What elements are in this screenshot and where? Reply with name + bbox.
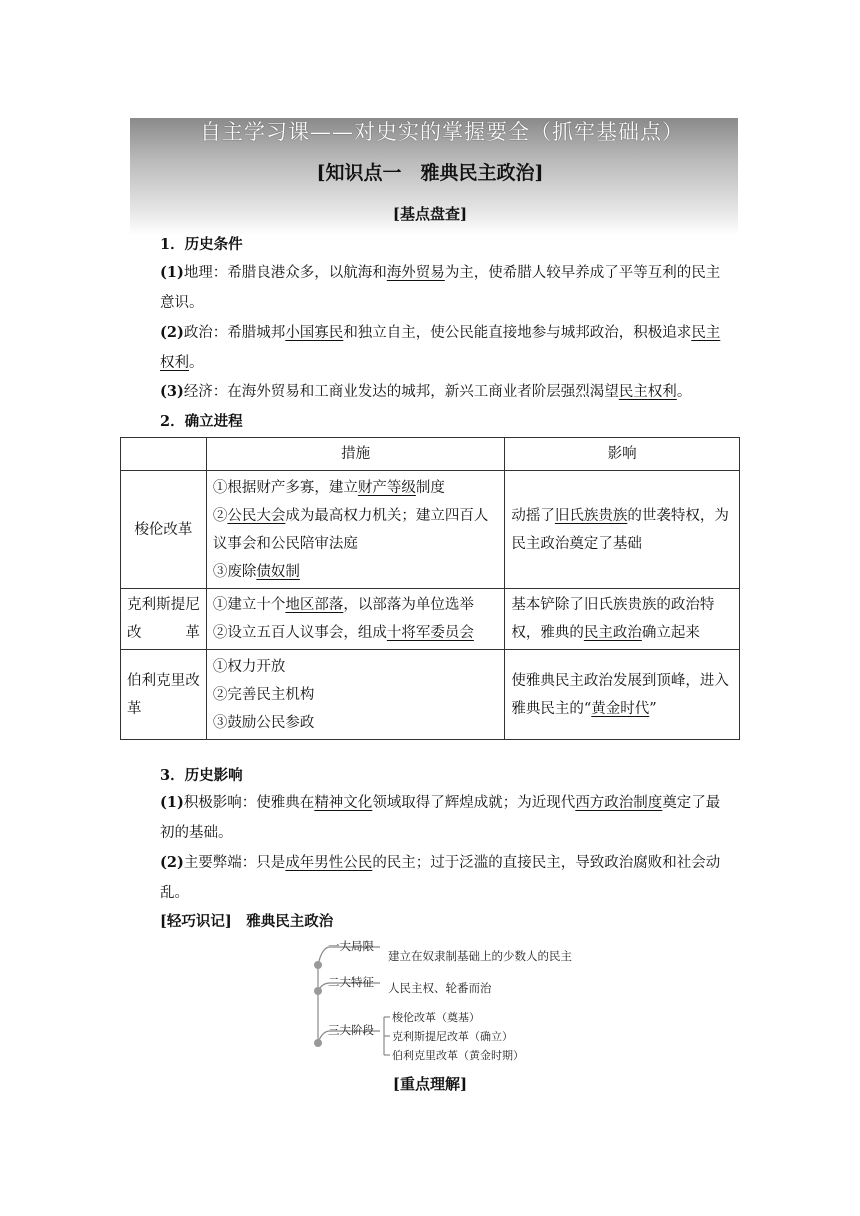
paragraph-geography: (1)地理：希腊良港众多，以航海和海外贸易为主，使希腊人较早养成了平等互利的民主意识。 xyxy=(160,264,721,311)
node-dot xyxy=(314,1039,322,1047)
table-header-impact: 影响 xyxy=(505,438,740,471)
table-row xyxy=(121,589,740,650)
node-dot xyxy=(314,987,322,995)
table-row xyxy=(121,650,740,740)
table-header-row xyxy=(121,438,740,471)
branch-text: 人民主权、轮番而治 xyxy=(388,981,492,995)
heading-historical-conditions: 1．历史条件 xyxy=(160,236,243,253)
reform-impact: 基本铲除了旧氏族贵族的政治特权，雅典的民主政治确立起来 xyxy=(505,589,740,650)
paragraph-drawbacks: (2)主要弊端：只是成年男性公民的民主；过于泛滥的直接民主，导致政治腐败和社会动乱。 xyxy=(160,854,721,901)
paragraph-politics: (2)政治：希腊城邦小国寡民和独立自主，使公民能直接地参与城邦政治，积极追求民主权利。 xyxy=(160,324,721,371)
table-row xyxy=(121,471,740,589)
table-header-empty xyxy=(121,438,207,471)
branch-label: 三大阶段 xyxy=(328,1023,374,1037)
branch-label: 二大特征 xyxy=(328,975,374,989)
heading-historical-impact: 3．历史影响 xyxy=(160,767,243,784)
stage-text: 克利斯提尼改革（确立） xyxy=(392,1030,513,1043)
heading-establishment-process: 2．确立进程 xyxy=(160,413,243,430)
reform-measures: ①根据财产多寡，建立财产等级制度 ②公民大会成为最高权力机关；建立四百人议事会和公民陪审法庭 ③废除债奴制 xyxy=(206,471,504,589)
reform-impact: 动摇了旧氏族贵族的世袭特权，为民主政治奠定了基础 xyxy=(505,471,740,589)
reform-name: 梭伦改革 xyxy=(121,471,207,589)
reform-name: 克利斯提尼改革 xyxy=(121,589,207,650)
reform-table xyxy=(120,437,740,740)
section-title: [基点盘查] xyxy=(392,205,468,223)
node-dot xyxy=(314,961,322,969)
stage-text: 梭伦改革（奠基） xyxy=(392,1011,480,1024)
memory-aid-heading: [轻巧识记] 雅典民主政治 xyxy=(160,913,334,930)
paragraph-economy: (3)经济：在海外贸易和工商业发达的城邦，新兴工商业者阶层强烈渴望民主权利。 xyxy=(160,383,692,400)
table-header-measures: 措施 xyxy=(206,438,504,471)
paragraph-positive-impact: (1)积极影响：使雅典在精神文化领域取得了辉煌成就；为近现代西方政治制度奠定了最初的基础。 xyxy=(160,794,721,841)
stage-text: 伯利克里改革（黄金时期） xyxy=(392,1049,524,1062)
course-title: 自主学习课——对史实的掌握要全（抓牢基础点） xyxy=(200,120,684,144)
reform-measures: ①建立十个地区部落，以部落为单位选举 ②设立五百人议事会，组成十将军委员会 xyxy=(206,589,504,650)
reform-impact: 使雅典民主政治发展到顶峰，进入雅典民主的“黄金时代” xyxy=(505,650,740,740)
reform-measures: ①权力开放 ②完善民主机构 ③鼓励公民参政 xyxy=(206,650,504,740)
key-understanding-title: [重点理解] xyxy=(392,1075,468,1093)
knowledge-point-title: [知识点一 雅典民主政治] xyxy=(316,162,544,184)
mind-map xyxy=(300,935,600,1065)
reform-name: 伯利克里改革 xyxy=(121,650,207,740)
branch-label: 一大局限 xyxy=(328,939,374,953)
branch-text: 建立在奴隶制基础上的少数人的民主 xyxy=(388,949,572,963)
